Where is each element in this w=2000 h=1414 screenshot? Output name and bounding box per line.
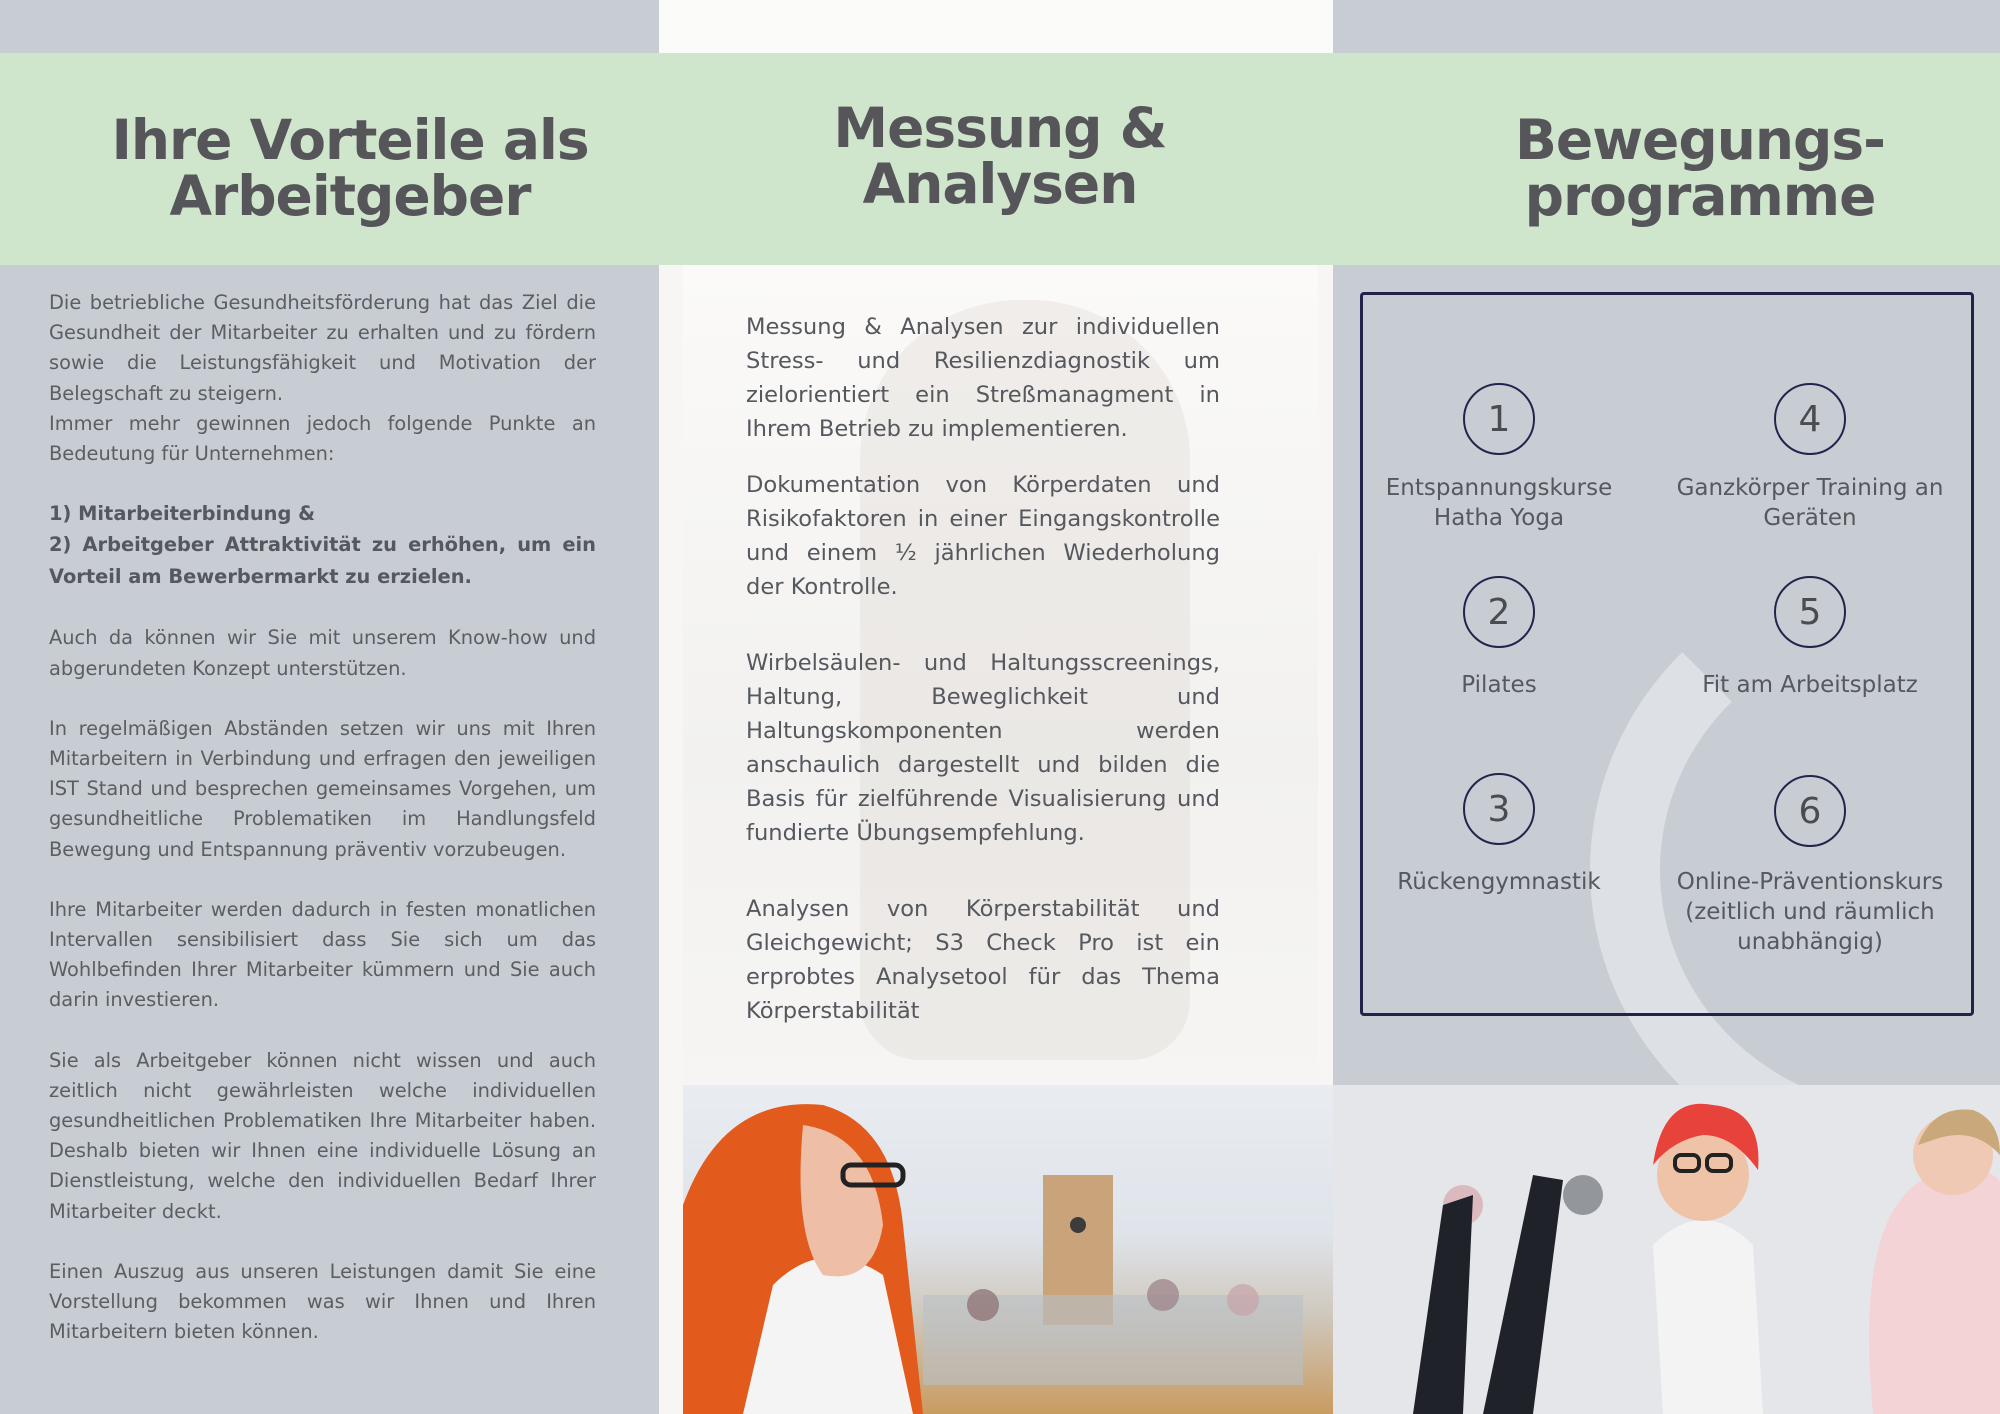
measurement-paragraph-1: Messung & Analysen zur individuellen Stress- und Resilienzdiagnostik um zielorientiert ein Streßmanagment in Ihrem Betrieb zu implementieren. xyxy=(746,314,1220,442)
benefit-point-1: 1) Mitarbeiterbindung & xyxy=(49,502,315,526)
program-label: Online-Präventionskurs (zeitlich und räumlich unabhängig) xyxy=(1676,869,1944,955)
column-top-strip xyxy=(659,0,1333,53)
sensitization-paragraph: Ihre Mitarbeiter werden dadurch in festen monatlichen Intervallen sensibilisiert dass Sie sich um das Wohlbefinden Ihrer Mitarbeiter kümmern und Sie auch darin investieren. xyxy=(49,897,596,1012)
intro-paragraph: Die betriebliche Gesundheitsförderung hat das Ziel die Gesundheit der Mitarbeiter zu erhalten und zu fördern sowie die Leistungsfähigkeit und Motivation der Belegschaft zu steigern. xyxy=(49,291,596,405)
title-programs: Bewegungs- programme xyxy=(1515,108,1885,228)
program-label: Pilates xyxy=(1461,672,1537,698)
program-label: Fit am Arbeitsplatz xyxy=(1702,672,1918,698)
number-circle-icon: 4 xyxy=(1774,383,1846,455)
number-circle-icon: 5 xyxy=(1774,576,1846,648)
title-measurement: Messung & Analysen xyxy=(833,96,1167,216)
individual-solution-paragraph: Sie als Arbeitgeber können nicht wissen und auch zeitlich nicht gewährleisten welche individuellen gesundheitlichen Problematiken Ihre Mitarbeiter haben. Deshalb bieten wir Ihnen eine individuelle Lösung an Dienstleistung, welche den individuellen Bedarf Ihrer Mitarbeiter deckt. xyxy=(49,1048,596,1223)
support-paragraph: Auch da können wir Sie mit unserem Know-how und abgerundeten Konzept unterstützen. xyxy=(49,626,596,680)
program-item-6 xyxy=(1660,775,1960,957)
photo-trainer-smiling xyxy=(1333,1085,2000,1414)
interval-paragraph: In regelmäßigen Abständen setzen wir uns mit Ihren Mitarbeitern in Verbindung und erfragen den jeweiligen IST Stand und besprechen gemeinsames Vorgehen, um gesundheitliche Problematiken im Handlungsfeld Bewegung und Entspannung präventiv vorzubeugen. xyxy=(49,716,596,861)
measurement-paragraph-3: Wirbelsäulen- und Haltungsscreenings, Haltung, Beweglichkeit und Haltungskomponenten werden anschaulich dargestellt und bilden die Basis für zielführende Visualisierung und fundierte Übungsempfehlung. xyxy=(746,650,1220,846)
photo-trainer-in-gym xyxy=(683,1085,1333,1414)
benefit-point-2: 2) Arbeitgeber Attraktivität zu erhöhen, um ein Vorteil am Bewerbermarkt zu erzielen. xyxy=(49,533,596,589)
measurement-paragraph-2: Dokumentation von Körperdaten und Risikofaktoren in einer Eingangskontrolle und einem ½ jährlichen Wiederholung der Kontrolle. xyxy=(746,472,1220,600)
measurement-paragraph-4: Analysen von Körperstabilität und Gleichgewicht; S3 Check Pro ist ein erprobtes Analysetool für das Thema Körperstabilität xyxy=(746,896,1220,1024)
title-employer-benefits: Ihre Vorteile als Arbeitgeber xyxy=(111,108,589,228)
services-excerpt-paragraph: Einen Auszug aus unseren Leistungen damit Sie eine Vorstellung bekommen was wir Ihnen und Ihren Mitarbeitern bieten können. xyxy=(49,1259,596,1344)
employer-benefits-text xyxy=(49,288,596,1347)
program-item-5 xyxy=(1660,576,1960,700)
program-label: Ganzkörper Training an Geräten xyxy=(1676,475,1944,531)
intro-paragraph-2: Immer mehr gewinnen jedoch folgende Punkte an Bedeutung für Unternehmen: xyxy=(49,411,596,466)
program-item-1 xyxy=(1349,383,1649,533)
number-circle-icon: 6 xyxy=(1774,775,1846,847)
number-circle-icon: 3 xyxy=(1463,773,1535,845)
number-circle-icon: 2 xyxy=(1463,576,1535,648)
number-circle-icon: 1 xyxy=(1463,383,1535,455)
program-label: Entspannungskurse Hatha Yoga xyxy=(1385,475,1613,531)
program-item-3 xyxy=(1349,773,1649,897)
program-item-4 xyxy=(1660,383,1960,533)
program-label: Rückengymnastik xyxy=(1397,869,1601,895)
program-item-2 xyxy=(1349,576,1649,700)
